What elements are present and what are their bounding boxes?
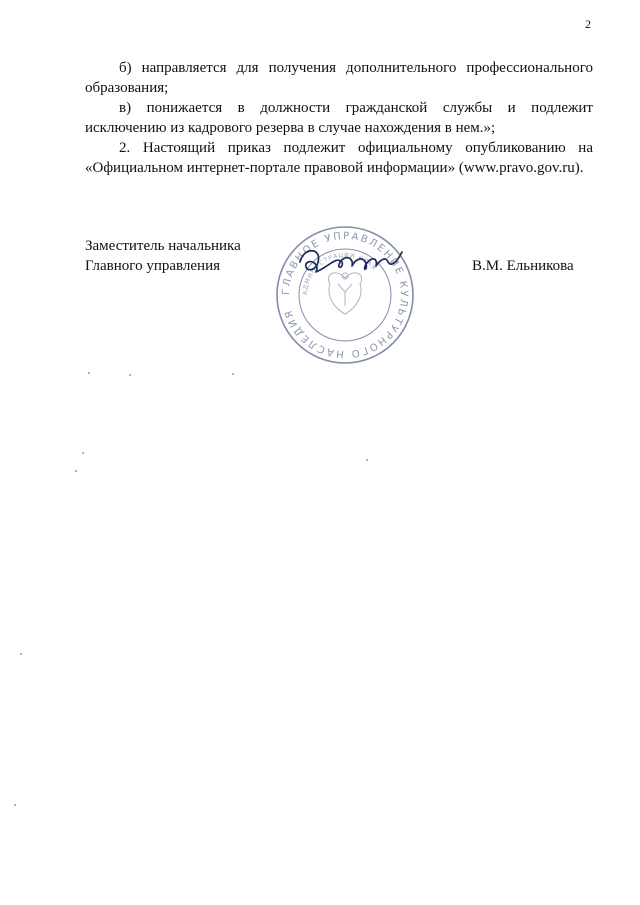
- scan-speck: [20, 653, 22, 655]
- seal-outer-text: ГЛАВНОЕ УПРАВЛЕНИЕ КУЛЬТУРНОГО НАСЛЕДИЯ: [280, 230, 410, 360]
- signatory-title: [85, 236, 241, 276]
- scan-speck: [14, 804, 16, 806]
- scan-speck: [366, 459, 368, 461]
- paragraph-2: 2. Настоящий приказ подлежит официальному опубликованию на: [119, 140, 593, 156]
- page-number: 2: [585, 17, 591, 31]
- paragraph-2-continuation: «Официальном интернет-портале правовой информации» (www.pravo.gov.ru).: [85, 160, 584, 176]
- scan-speck: [129, 374, 131, 376]
- paragraph-b: б) направляется для получения дополнительного профессионального образования;: [85, 60, 593, 96]
- scan-speck: [75, 470, 77, 472]
- signatory-title-line-2: Главного управления: [85, 258, 220, 274]
- document-body: [85, 58, 593, 178]
- coat-of-arms-emblem: [328, 273, 361, 314]
- scan-speck: [82, 452, 84, 454]
- seal-inner-text: АДМИНИСТРАЦИИ КРАЯ: [301, 251, 378, 296]
- scan-speck: [88, 372, 90, 374]
- signatory-name: В.М. Ельникова: [472, 258, 574, 274]
- official-seal: [270, 222, 420, 368]
- paragraph-v: в) понижается в должности гражданской службы и подлежит исключению из кадрового резерва в случае нахождения в нем.»;: [85, 100, 593, 136]
- signatory-title-line-1: Заместитель начальника: [85, 238, 241, 254]
- scan-speck: [232, 373, 234, 375]
